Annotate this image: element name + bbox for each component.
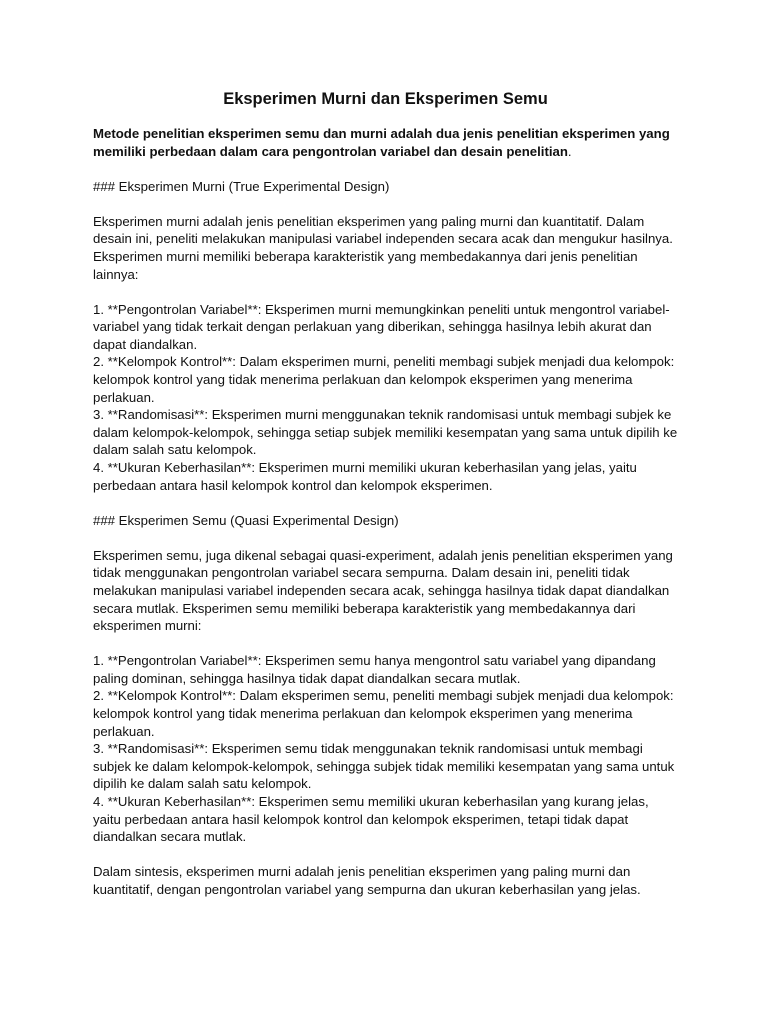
list-item: 3. **Randomisasi**: Eksperimen semu tidak menggunakan teknik randomisasi untuk membagi subjek ke dalam kelompok-kelompok, sehingga subjek tidak memiliki kesempatan yang sama untuk dipilih ke dalam salah satu kelompok. [93, 741, 675, 792]
characteristics-list-quasi-experimental [93, 652, 678, 846]
intro-period: . [567, 143, 572, 159]
intro-paragraph [93, 125, 678, 160]
intro-bold-text: Metode penelitian eksperimen semu dan murni adalah dua jenis penelitian eksperimen yang memiliki perbedaan dalam cara pengontrolan variabel dan desain penelitian [93, 126, 670, 159]
list-item: 1. **Pengontrolan Variabel**: Eksperimen semu hanya mengontrol satu variabel yang dipandang paling dominan, sehingga hasilnya tidak dapat diandalkan secara mutlak. [93, 653, 656, 686]
document-page [93, 88, 678, 916]
section-paragraph-quasi-experimental: Eksperimen semu, juga dikenal sebagai quasi-experiment, adalah jenis penelitian eksperimen yang tidak menggunakan pengontrolan variabel secara sempurna. Dalam desain ini, peneliti tidak melakukan manipulasi variabel independen secara acak, sehingga hasilnya tidak dapat diandalkan secara mutlak. Eksperimen semu memiliki beberapa karakteristik yang membedakannya dari eksperimen murni: [93, 547, 673, 634]
section-paragraph-true-experimental: Eksperimen murni adalah jenis penelitian eksperimen yang paling murni dan kuantitatif. Dalam desain ini, peneliti melakukan manipulasi variabel independen secara acak dan mengukur hasilnya. Eksperimen murni memiliki beberapa karakteristik yang membedakannya dari jenis penelitian lainnya: [93, 213, 673, 282]
section-heading-quasi-experimental: ### Eksperimen Semu (Quasi Experimental Design) [93, 512, 399, 528]
list-item: 2. **Kelompok Kontrol**: Dalam eksperimen murni, peneliti membagi subjek menjadi dua kelompok: kelompok kontrol yang tidak menerima perlakuan dan kelompok eksperimen yang menerima perlakuan. [93, 354, 675, 405]
list-item: 1. **Pengontrolan Variabel**: Eksperimen murni memungkinkan peneliti untuk mengontrol variabel-variabel yang tidak terkait dengan perlakuan yang diberikan, sehingga hasilnya lebih akurat dan dapat diandalkan. [93, 301, 670, 352]
conclusion-paragraph: Dalam sintesis, eksperimen murni adalah jenis penelitian eksperimen yang paling murni dan kuantitatif, dengan pengontrolan variabel yang sempurna dan ukuran keberhasilan yang jelas. [93, 864, 641, 897]
list-item: 4. **Ukuran Keberhasilan**: Eksperimen murni memiliki ukuran keberhasilan yang jelas, yaitu perbedaan antara hasil kelompok kontrol dan kelompok eksperimen. [93, 460, 637, 493]
section-heading-true-experimental: ### Eksperimen Murni (True Experimental Design) [93, 178, 390, 194]
list-item: 3. **Randomisasi**: Eksperimen murni menggunakan teknik randomisasi untuk membagi subjek ke dalam kelompok-kelompok, sehingga setiap subjek memiliki kesempatan yang sama untuk dipilih ke dalam salah satu kelompok. [93, 407, 678, 458]
list-item: 4. **Ukuran Keberhasilan**: Eksperimen semu memiliki ukuran keberhasilan yang kurang jelas, yaitu perbedaan antara hasil kelompok kontrol dan kelompok eksperimen, tetapi tidak dapat diandalkan secara mutlak. [93, 794, 649, 845]
characteristics-list-true-experimental [93, 301, 678, 495]
list-item: 2. **Kelompok Kontrol**: Dalam eksperimen semu, peneliti membagi subjek menjadi dua kelompok: kelompok kontrol yang tidak menerima perlakuan dan kelompok eksperimen yang menerima perlakuan. [93, 688, 674, 739]
document-title: Eksperimen Murni dan Eksperimen Semu [223, 90, 548, 108]
